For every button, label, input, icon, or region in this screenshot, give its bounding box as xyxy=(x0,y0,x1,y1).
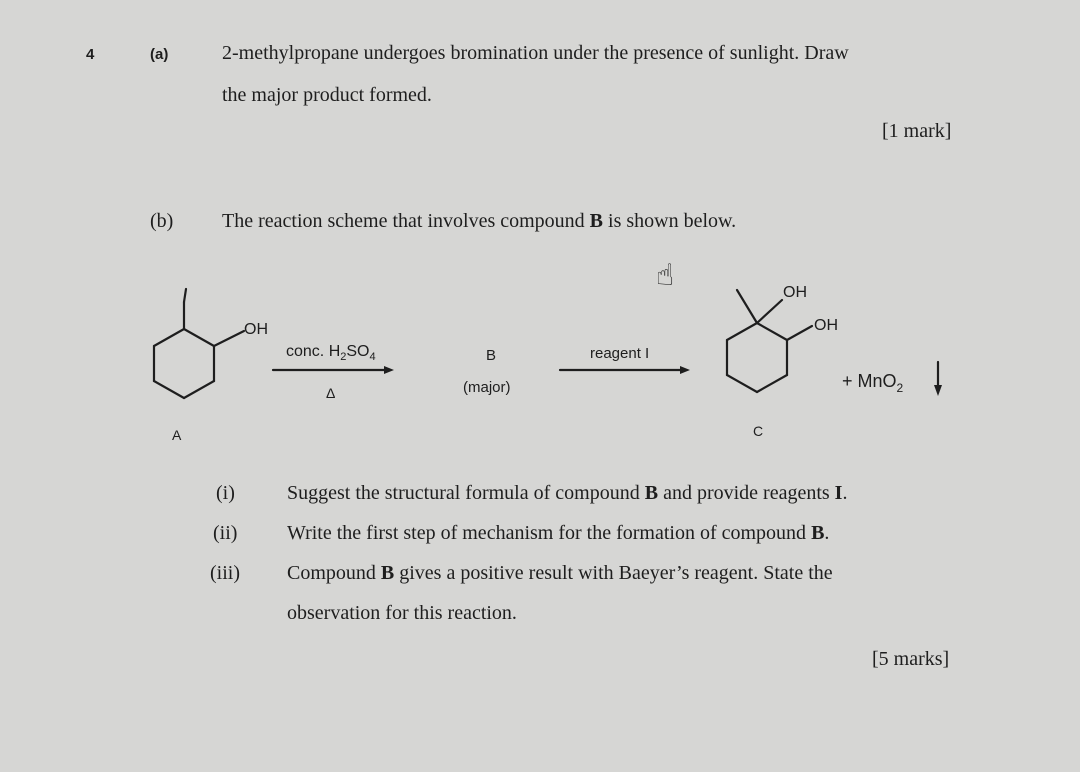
part-a-line1: 2-methylpropane undergoes bromination under the presence of sunlight. Draw xyxy=(222,42,849,64)
compound-b-note: (major) xyxy=(463,379,511,396)
subpart-iii-label: (iii) xyxy=(210,562,240,584)
hand-cursor-icon: ☝ xyxy=(656,258,675,293)
compound-a-structure xyxy=(154,289,244,398)
compound-a-oh: OH xyxy=(244,321,268,338)
part-b-marks: [5 marks] xyxy=(872,648,950,670)
part-a-marks: [1 mark] xyxy=(882,120,952,142)
question-number: 4 xyxy=(86,46,95,63)
compound-c-oh-top: OH xyxy=(783,284,807,301)
part-b-intro: The reaction scheme that involves compound B is shown below. xyxy=(222,210,737,232)
subpart-ii-text: Write the first step of mechanism for the formation of compound B. xyxy=(287,522,830,544)
compound-a-label: A xyxy=(172,427,182,443)
compound-b-label: B xyxy=(486,347,497,364)
part-a-line2: the major product formed. xyxy=(222,84,432,106)
part-b-label: (b) xyxy=(150,210,174,232)
compound-c-oh-right: OH xyxy=(814,317,838,334)
part-a-label: (a) xyxy=(150,46,169,63)
compound-c-label: C xyxy=(753,423,764,439)
subpart-iii-text: Compound B gives a positive result with Baeyer’s reagent. State the xyxy=(287,562,833,584)
reagent-2-label: reagent I xyxy=(590,345,650,362)
subpart-iii-line2: observation for this reaction. xyxy=(287,602,517,624)
reagent-1-top: conc. $H_2SO_4$ xyxy=(286,343,376,363)
compound-c-structure xyxy=(727,290,812,392)
subpart-i-text: Suggest the structural formula of compound B and provide reagents I. xyxy=(287,482,848,504)
subpart-ii-label: (ii) xyxy=(213,522,238,544)
subpart-i-label: (i) xyxy=(216,482,235,504)
reagent-1-heat: Δ xyxy=(326,385,336,401)
byproduct-mno2: + MnO$_2$ xyxy=(842,371,904,395)
